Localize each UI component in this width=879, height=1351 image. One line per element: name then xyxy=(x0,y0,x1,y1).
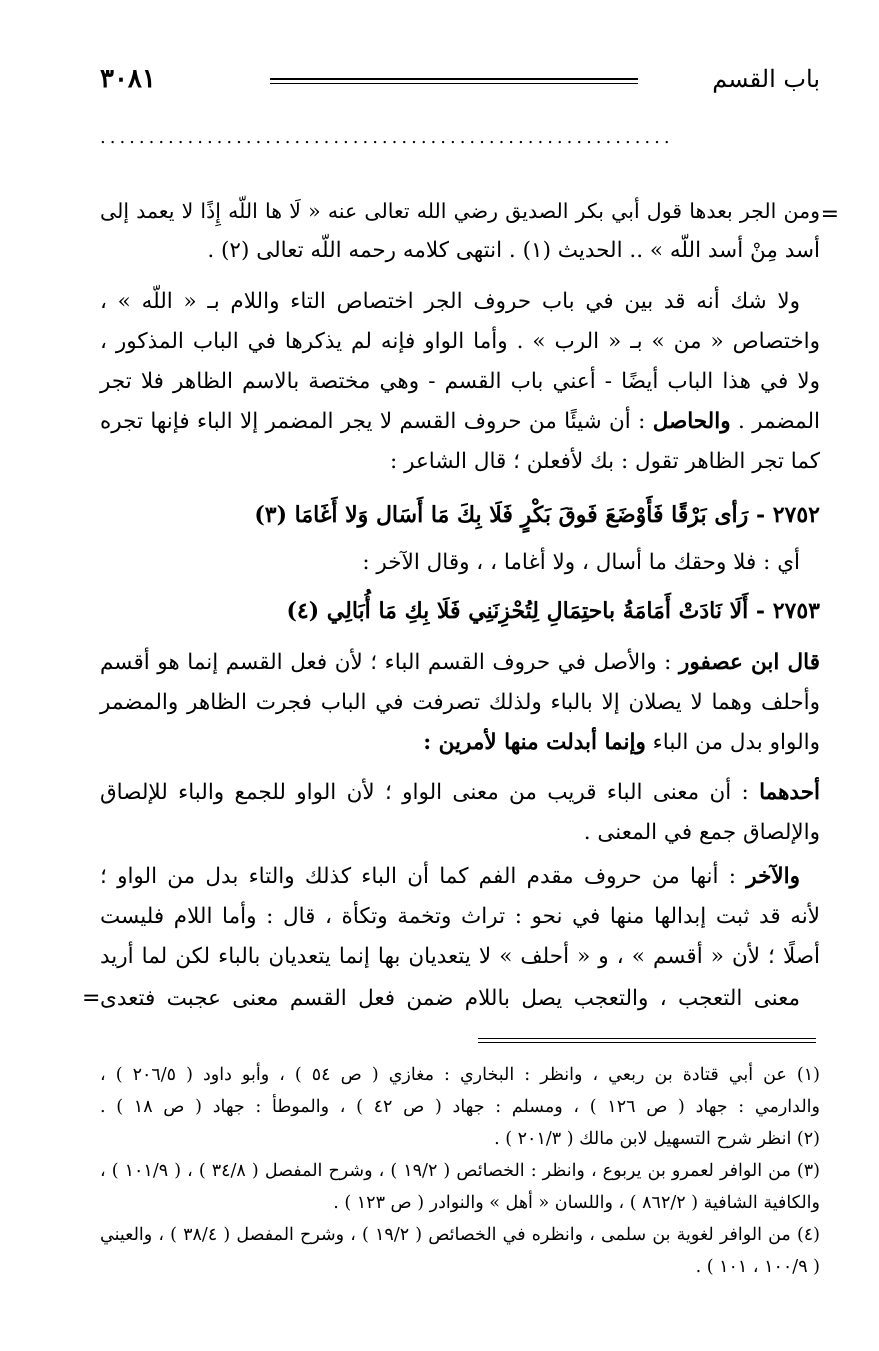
body-line xyxy=(100,728,820,758)
footnote-line: (٣) من الوافر لعمرو بن يربوع ، وانظر : الخصائص ( ١٩/٢ ) ، وشرح المفصل ( ٣٤/٨ ) ، ( ١٠١/٩ ) ، xyxy=(100,1161,820,1181)
body-line: معنى التعجب ، والتعجب يصل باللام ضمن فعل القسم معنى عجبت فتعدى xyxy=(100,986,800,1011)
body-line: ولا في هذا الباب أيضًا - أعني باب القسم - وهي مختصة بالاسم الظاهر فلا تجر xyxy=(100,369,820,394)
body-text: والواو بدل من الباء xyxy=(652,730,820,755)
body-line: أي : فلا وحقك ما أسال ، ولا أغاما ، ، وقال الآخر : xyxy=(362,550,800,575)
body-line xyxy=(100,407,820,437)
body-line: أسد مِنْ أسد اللّه » .. الحديث (١) . انتهى كلامه رحمه اللّه تعالى (٢) . xyxy=(207,238,820,263)
footnote-rule-thin xyxy=(478,1042,816,1043)
header-rule xyxy=(270,78,638,80)
footnote-line: (٢) انظر شرح التسهيل لابن مالك ( ٢٠١/٣ ) . xyxy=(494,1129,820,1149)
body-line: لأنه قد ثبت إبدالها منها في نحو : تراث وتخمة وتكأة ، قال : وأما اللام فليست xyxy=(100,904,820,929)
body-line xyxy=(100,648,820,678)
verse-2753: ٢٧٥٣ - أَلَا نَادَتْ أَمَامَةُ باحتِمَالِ لِتُحْزِنَنِي فَلَا بِكِ مَا أُبَالِي (٤) xyxy=(286,598,820,624)
body-text: : أنها من حروف مقدم الفم كما أن الباء كذلك والتاء بدل من الواو ؛ xyxy=(100,864,736,889)
body-line: كما تجر الظاهر تقول : بك لأفعلن ؛ قال الشاعر : xyxy=(390,449,820,474)
body-text: المضمر . xyxy=(737,409,821,434)
verse-2752: ٢٧٥٢ - رَأى بَرْقًا فَأَوْضَعَ فَوقَ بَكْرٍ فَلَا بِكَ مَا أَسَال وَلا أَغَامَا (٣) xyxy=(254,502,820,528)
footnote-line: ( ١٠٠/٩ ، ١٠١ ) . xyxy=(695,1257,820,1277)
body-line: ولا شك أنه قد بين في باب حروف الجر اختصاص التاء واللام بـ « اللّه » ، xyxy=(100,289,800,314)
term-ibn-usfur: قال ابن عصفور xyxy=(678,650,820,675)
body-line xyxy=(100,778,820,808)
body-line xyxy=(100,862,800,892)
footnote-line: (٤) من الوافر لغوية بن سلمى ، وانظره في الخصائص ( ١٩/٢ ) ، وشرح المفصل ( ٣٨/٤ ) ، والعيني xyxy=(100,1225,820,1245)
body-line: ومن الجر بعدها قول أبي بكر الصديق رضي الله تعالى عنه « لَا ها اللّه إِذًا لا يعمد إلى xyxy=(100,199,820,223)
term-second: والآخر xyxy=(746,864,800,889)
body-text: : أن معنى الباء قريب من معنى الواو ؛ لأن الواو للجمع والباء للإلصاق xyxy=(100,780,749,805)
dotted-separator: ........................................................... xyxy=(100,128,674,148)
body-line: واختصاص « من » بـ « الرب » . وأما الواو فإنه لم يذكرها في الباب المذكور ، xyxy=(100,329,820,354)
body-line: أصلًا ؛ لأن « أقسم » ، و « أحلف » لا يتعديان بها إنما يتعديان بالباء لكن لما أريد xyxy=(100,944,820,969)
body-line: والإلصاق جمع في المعنى . xyxy=(583,820,820,845)
term-first: أحدهما xyxy=(759,780,820,805)
page-header xyxy=(100,62,820,96)
body-text: : أن شيئًا من حروف القسم لا يجر المضمر إلا الباء فإنها تجره xyxy=(100,409,646,434)
term-conclusion: والحاصل xyxy=(652,409,731,434)
footnote-line: والدارمي : جهاد ( ص ١٢٦ ) ، ومسلم : جهاد ( ص ٤٢ ) ، والموطأ : جهاد ( ص ١٨ ) . xyxy=(100,1097,820,1117)
body-text: : والأصل في حروف القسم الباء ؛ لأن فعل القسم إنما هو أقسم xyxy=(100,650,672,675)
footnote-line: والكافية الشافية ( ٨٦٢/٢ ) ، واللسان « أهل » والنوادر ( ص ١٢٣ ) . xyxy=(333,1193,820,1213)
header-rule-thin xyxy=(270,83,638,84)
chapter-title: باب القسم xyxy=(712,65,820,93)
footnote-line: (١) عن أبي قتادة بن ربعي ، وانظر : البخاري : مغازي ( ص ٥٤ ) ، وأبو داود ( ٢٠٦/٥ ) ، xyxy=(100,1065,820,1085)
continuation-marker-top: = xyxy=(820,202,839,227)
body-line: وأحلف وهما لا يصلان إلا بالباء ولذلك تصرفت في الباب فجرت الظاهر والمضمر xyxy=(100,690,820,715)
term-two-reasons: وإنما أبدلت منها لأمرين : xyxy=(423,730,646,755)
page-number: ٣٠٨١ xyxy=(100,64,156,94)
continuation-marker-bottom: = xyxy=(82,986,101,1011)
footnote-rule xyxy=(478,1038,816,1039)
